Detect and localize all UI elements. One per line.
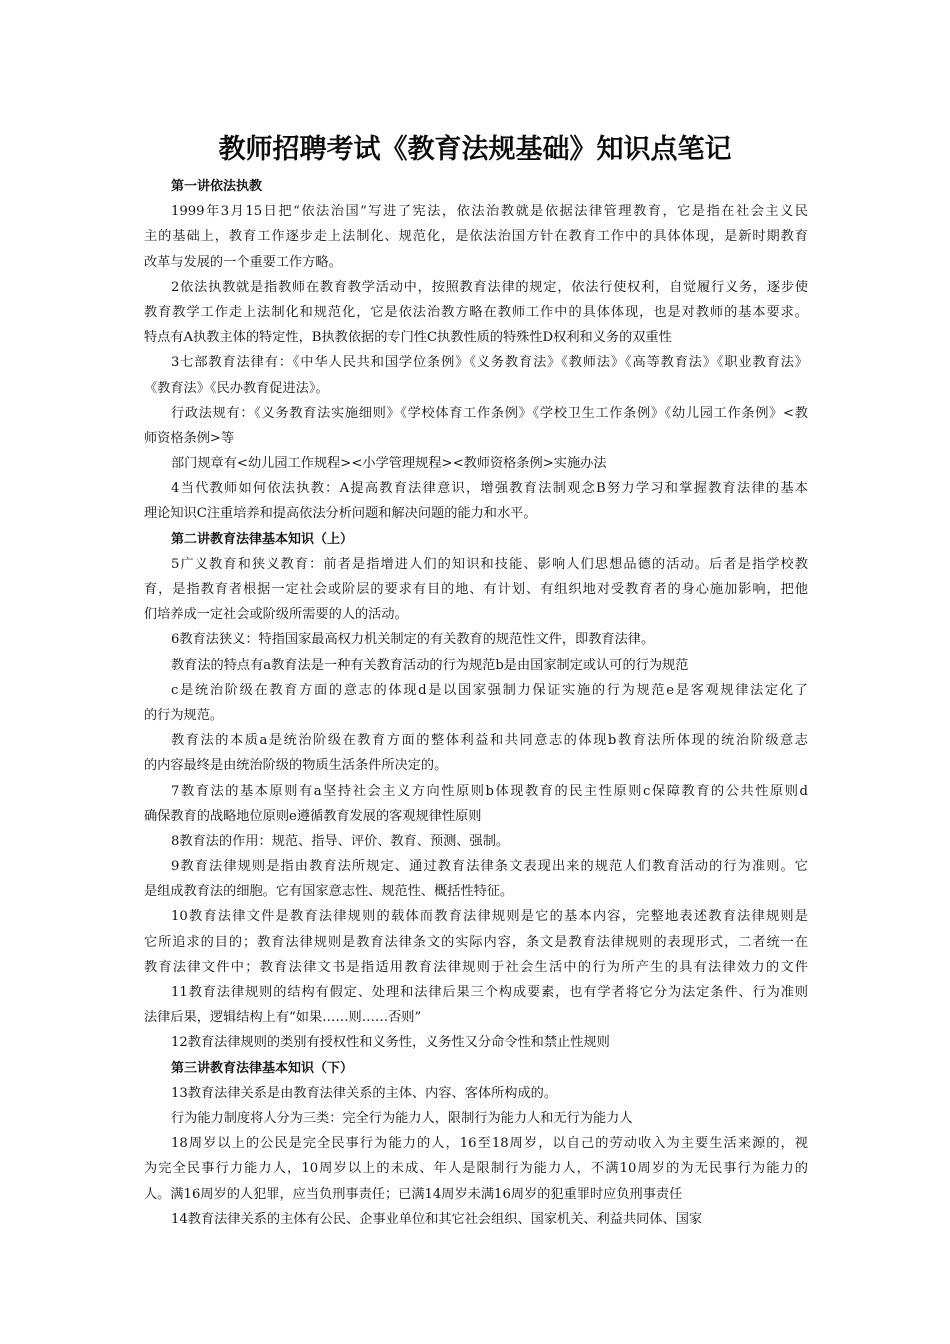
- section-heading: 第二讲教育法律基本知识（上）: [171, 531, 354, 547]
- paragraph-line: 部门规章有<幼儿园工作规程><小学管理规程><教师资格条例>实施办法: [171, 456, 607, 472]
- paragraph-line: 12教育法律规则的类别有授权性和义务性，义务性又分命令性和禁止性规则: [171, 1035, 610, 1051]
- paragraph-line: 它所追求的目的；教育法律规则是教育法律条文的实际内容，条文是教育法律规则的表现形式，二者统一在: [144, 934, 808, 950]
- paragraph-line: 法律后果，逻辑结构上有“如果……则……否则”: [144, 1010, 422, 1026]
- paragraph-line: 为完全民事行力能力人，10周岁以上的未成、年人是限制行为能力人，不满10周岁的为无民事行为能力的: [144, 1161, 808, 1177]
- paragraph-line: 人。满16周岁的人犯罪，应当负刑事责任；已满14周岁未满16周岁的犯重罪时应负刑事责任: [144, 1186, 683, 1202]
- document-body: [144, 174, 808, 1232]
- paragraph-line: 13教育法律关系是由教育法律关系的主体、内容、客体所构成的。: [171, 1085, 558, 1101]
- paragraph-line: 的行为规范。: [144, 707, 224, 723]
- paragraph-line: 18周岁以上的公民是完全民事行为能力的人，16至18周岁，以自己的劳动收入为主要生活来源的，视: [171, 1136, 808, 1152]
- paragraph-line: 行为能力制度将人分为三类：完全行为能力人，限制行为能力人和无行为能力人: [171, 1110, 633, 1126]
- paragraph-line: 的内容最终是由统治阶级的物质生活条件所决定的。: [144, 758, 448, 774]
- paragraph-line: 3七部教育法律有：《中华人民共和国学位条例》《义务教育法》《教师法》《高等教育法》《职业教育法》: [171, 355, 808, 371]
- section-heading: 第三讲教育法律基本知识（下）: [171, 1060, 354, 1076]
- paragraph-line: 4当代教师如何依法执教：A提高教育法律意识，增强教育法制观念B努力学习和掌握教育法律的基本: [171, 481, 808, 497]
- document-title: 教师招聘考试《教育法规基础》知识点笔记: [218, 134, 732, 165]
- paragraph-line: 教育法的特点有a教育法是一种有关教育活动的行为规范b是由国家制定或认可的行为规范: [171, 657, 689, 673]
- paragraph-line: 理论知识C注重培养和提高依法分析问题和解决问题的能力和水平。: [144, 506, 537, 522]
- paragraph-line: 6教育法狭义：特指国家最高权力机关制定的有关教育的规范性文件，即教育法律。: [171, 632, 655, 648]
- paragraph-line: 10教育法律文件是教育法律规则的载体而教育法律规则是它的基本内容，完整地表述教育法律规则是: [171, 909, 808, 925]
- paragraph-line: 2依法执教就是指教师在教育教学活动中，按照教育法律的规定，依法行使权利，自觉履行义务，逐步使: [171, 279, 808, 295]
- paragraph-line: 11教育法律规则的结构有假定、处理和法律后果三个构成要素，也有学者将它分为法定条件、行为准则: [171, 985, 808, 1000]
- paragraph-line: 们培养成一定社会或阶级所需要的人的活动。: [144, 607, 408, 623]
- paragraph-line: 师资格条例>等: [144, 430, 235, 446]
- paragraph-line: 7教育法的基本原则有a坚持社会主义方向性原则b体现教育的民主性原则c保障教育的公共性原则d: [171, 783, 808, 799]
- paragraph-line: 14教育法律关系的主体有公民、企事业单位和其它社会组织、国家机关、利益共同体、国家: [171, 1211, 703, 1227]
- paragraph-line: 5广义教育和狭义教育：前者是指增进人们的知识和技能、影响人们思想品德的活动。后者是指学校教: [171, 556, 808, 572]
- paragraph-line: 1999年3月15日把“依法治国”写进了宪法，依法治教就是依据法律管理教育，它是指在社会主义民: [171, 204, 808, 220]
- paragraph-line: 是组成教育法的细胞。它有国家意志性、规范性、概括性特征。: [144, 884, 514, 900]
- paragraph-line: 主的基础上，教育工作逐步走上法制化、规范化，是依法治国方针在教育工作中的具体体现，是新时期教育: [144, 229, 808, 245]
- paragraph-line: 特点有A执教主体的特定性，B执教依据的专门性C执教性质的特殊性D权利和义务的双重性: [144, 330, 672, 346]
- paragraph-line: 确保教育的战略地位原则e遵循教育发展的客观规律性原则: [144, 808, 482, 824]
- paragraph-line: 行政法规有：《义务教育法实施细则》《学校体育工作条例》《学校卫生工作条例》《幼儿园工作条例》<教: [171, 405, 808, 421]
- paragraph-line: 8教育法的作用：规范、指导、评价、教育、预测、强制。: [171, 833, 510, 849]
- paragraph-line: 改革与发展的一个重要工作方略。: [144, 254, 342, 270]
- paragraph-line: 育，是指教育者根据一定社会或阶层的要求有目的地、有计划、有组织地对受教育者的身心施加影响，把他: [144, 582, 808, 597]
- paragraph-line: 教育教学工作走上法制化和规范化，它是依法治教方略在教师工作中的具体体现，也是对教师的基本要求。: [144, 304, 808, 320]
- paragraph-line: c是统治阶级在教育方面的意志的体现d是以国家强制力保证实施的行为规范e是客观规律法定化了: [171, 682, 808, 698]
- paragraph-line: 教育法的本质a是统治阶级在教育方面的整体利益和共同意志的体现b教育法所体现的统治阶级意志: [171, 733, 808, 749]
- paragraph-line: 《教育法》《民办教育促进法》。: [144, 380, 329, 396]
- section-heading: 第一讲依法执教: [171, 179, 263, 194]
- paragraph-line: 教育法律文件中；教育法律文书是指适用教育法律规则于社会生活中的行为所产生的具有法律效力的文件: [144, 959, 808, 975]
- paragraph-line: 9教育法律规则是指由教育法所规定、通过教育法律条文表现出来的规范人们教育活动的行为准则。它: [171, 859, 808, 875]
